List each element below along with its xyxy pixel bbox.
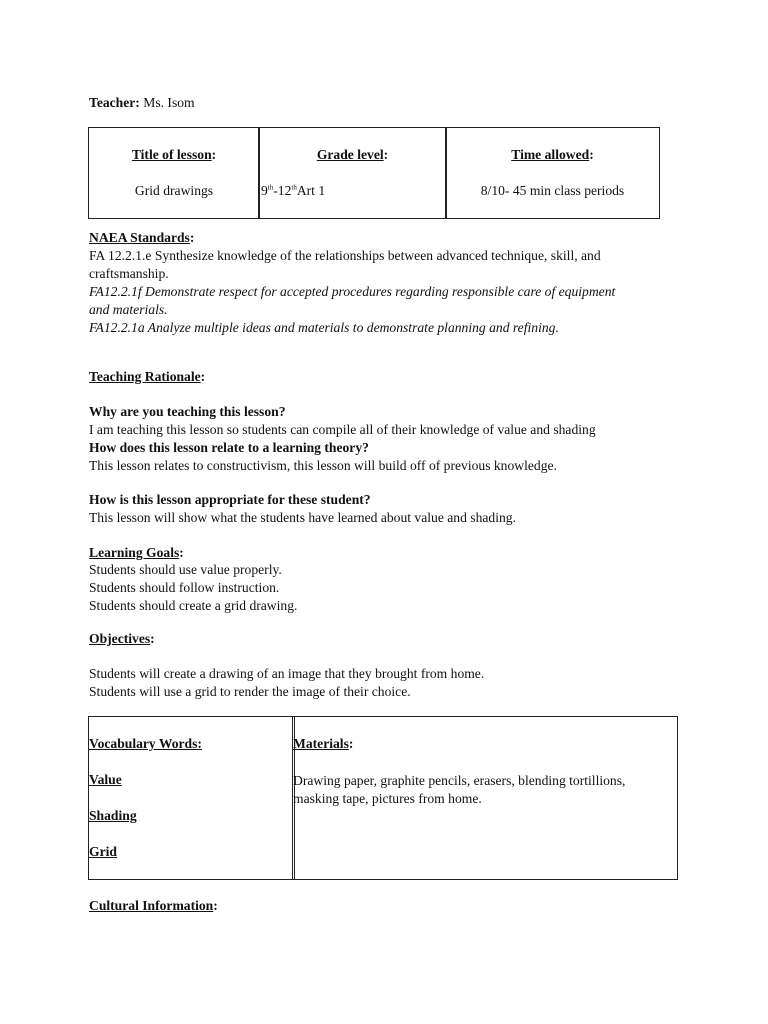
- time-value: 8/10- 45 min class periods: [480, 183, 625, 198]
- materials-cell: [292, 716, 678, 880]
- naea-line-2: craftsmanship.: [89, 266, 169, 281]
- rationale-question-3: How is this lesson appropriate for these student?: [89, 492, 371, 507]
- naea-line-5: FA12.2.1a Analyze multiple ideas and materials to demonstrate planning and refining.: [89, 320, 559, 335]
- rationale-answer-2: This lesson relates to constructivism, this lesson will build off of previous knowledge.: [89, 458, 557, 473]
- goals-heading: Learning Goals:: [89, 545, 184, 560]
- grade-value: 9th-12thArt 1: [261, 183, 326, 198]
- objective-item: Students will create a drawing of an image that they brought from home.: [89, 666, 485, 681]
- materials-header: Materials:: [293, 736, 354, 751]
- teacher-name: Ms. Isom: [143, 95, 195, 110]
- title-cell: [88, 127, 260, 219]
- objective-item: Students will use a grid to render the image of their choice.: [89, 684, 411, 699]
- teacher-label: Teacher:: [89, 95, 140, 110]
- objectives-heading: Objectives:: [89, 631, 155, 646]
- rationale-answer-3: This lesson will show what the students have learned about value and shading.: [89, 510, 516, 525]
- naea-line-4: and materials.: [89, 302, 168, 317]
- time-header: Time allowed:: [511, 147, 594, 162]
- grade-header: Grade level:: [316, 147, 389, 162]
- vocabulary-word: Value: [89, 772, 122, 787]
- goal-item: Students should create a grid drawing.: [89, 598, 298, 613]
- vocabulary-cell: [88, 716, 295, 880]
- teacher-line: [89, 94, 195, 112]
- title-header: Title of lesson:: [131, 147, 217, 162]
- vocabulary-header: Vocabulary Words:: [89, 736, 202, 751]
- materials-line-1: Drawing paper, graphite pencils, erasers, blending tortillions,: [293, 773, 626, 788]
- grade-cell: [258, 127, 447, 219]
- rationale-question-1: Why are you teaching this lesson?: [89, 404, 286, 419]
- time-cell: [445, 127, 660, 219]
- naea-line-1: FA 12.2.1.e Synthesize knowledge of the relationships between advanced technique, skill, and: [89, 248, 601, 263]
- rationale-answer-1: I am teaching this lesson so students can compile all of their knowledge of value and shading: [89, 422, 596, 437]
- goal-item: Students should follow instruction.: [89, 580, 280, 595]
- title-value: Grid drawings: [134, 183, 214, 198]
- goal-item: Students should use value properly.: [89, 562, 282, 577]
- materials-line-2: masking tape, pictures from home.: [293, 791, 482, 806]
- vocabulary-word: Grid: [89, 844, 117, 859]
- naea-line-3: FA12.2.1f Demonstrate respect for accepted procedures regarding responsible care of equipment: [89, 284, 616, 299]
- naea-heading: NAEA Standards:: [89, 230, 195, 245]
- vocabulary-word: Shading: [89, 808, 137, 823]
- rationale-question-2: How does this lesson relate to a learning theory?: [89, 440, 369, 455]
- cultural-heading: Cultural Information:: [89, 898, 218, 913]
- rationale-heading: Teaching Rationale:: [89, 369, 206, 384]
